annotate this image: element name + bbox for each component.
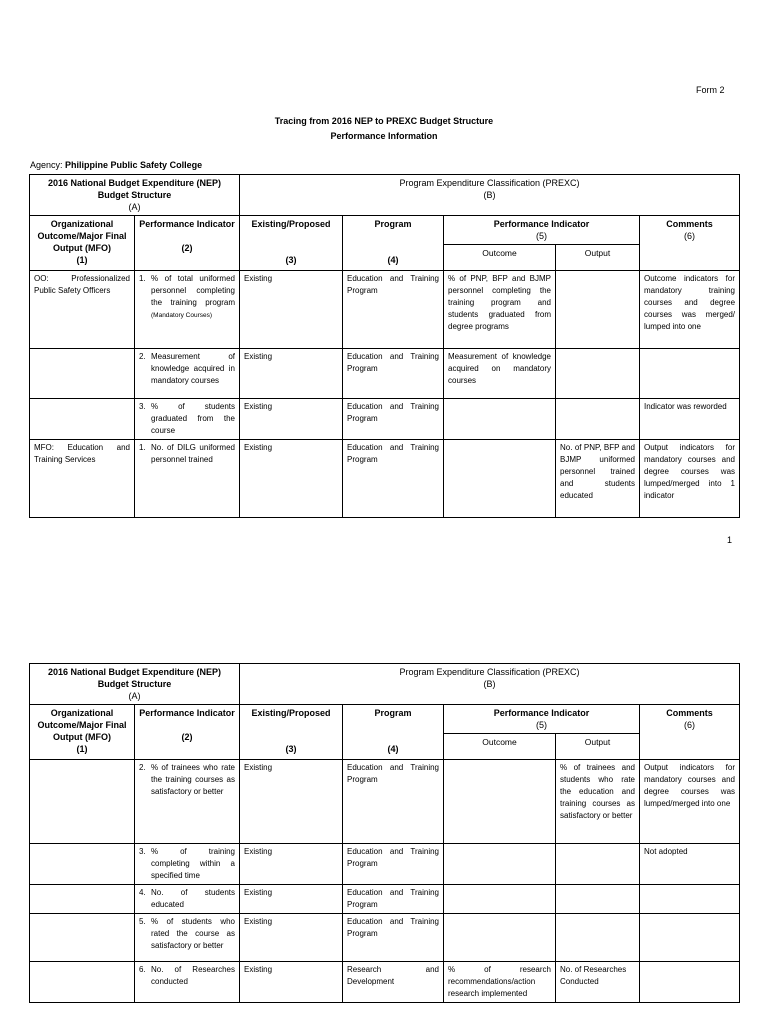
comments-cell [640,349,740,399]
status-cell: Existing [240,440,343,518]
prexc-header: Program Expenditure Classification (PREXC) (B) [240,175,740,216]
outcome-cell: % of PNP, BFP and BJMP personnel completing the training program and students graduated from degree programs [444,271,556,349]
output-cell: No. of PNP, BFP and BJMP uniformed personnel trained and students educated [556,440,640,518]
comments-cell: Output indicators for mandatory courses and degree courses was lumped/merged into one [640,760,740,844]
col5-header: Performance Indicator (5) [444,705,640,734]
table-row [30,271,740,349]
outcome-cell [444,760,556,844]
comments-cell [640,885,740,914]
org-cell [30,349,135,399]
status-cell: Existing [240,349,343,399]
page-number: 1 [727,535,733,545]
form-label: Form 2 [696,85,725,95]
col1-header: Organizational Outcome/Major Final Output (MFO) (1) [30,705,135,760]
output-cell [556,271,640,349]
col2-header: Performance Indicator (2) [135,216,240,271]
document-subtitle: Performance Information [330,131,438,141]
status-cell: Existing [240,399,343,440]
table-row [30,760,740,844]
outcome-cell: Measurement of knowledge acquired on mandatory courses [444,349,556,399]
comments-cell: Not adopted [640,844,740,885]
outcome-cell [444,440,556,518]
status-cell: Existing [240,760,343,844]
table-row [30,349,740,399]
output-header: Output [556,734,640,760]
output-header: Output [556,245,640,271]
indicator-cell: 2. Measurement of knowledge acquired in mandatory courses [135,349,240,399]
nep-header: 2016 National Budget Expenditure (NEP) Budget Structure (A) [30,175,240,216]
org-cell [30,844,135,885]
output-cell [556,399,640,440]
program-cell: Education and Training Program [343,760,444,844]
table-row [30,440,740,518]
table-row [30,844,740,885]
outcome-cell [444,885,556,914]
tracing-table-page2 [29,663,740,1003]
program-cell: Research and Development [343,962,444,1003]
agency-value: Philippine Public Safety College [65,160,203,170]
col3-header: Existing/Proposed (3) [240,705,343,760]
table-row [30,962,740,1003]
col6-header: Comments (6) [640,705,740,760]
status-cell: Existing [240,271,343,349]
col3-header: Existing/Proposed (3) [240,216,343,271]
agency-label: Agency: [30,160,63,170]
outcome-header: Outcome [444,734,556,760]
outcome-header: Outcome [444,245,556,271]
status-cell: Existing [240,844,343,885]
table-row [30,399,740,440]
indicator-cell: 3. % of students graduated from the course [135,399,240,440]
comments-cell: Output indicators for mandatory courses and degree courses was lumped/merged into 1 indicator [640,440,740,518]
tracing-table-page1 [29,174,740,518]
program-cell: Education and Training Program [343,440,444,518]
org-cell [30,962,135,1003]
org-cell [30,914,135,962]
outcome-cell [444,914,556,962]
comments-cell: Outcome indicators for mandatory training courses and degree courses was merged/ lumped into one [640,271,740,349]
col6-header: Comments (6) [640,216,740,271]
outcome-cell [444,844,556,885]
col2-header: Performance Indicator (2) [135,705,240,760]
indicator-cell: 3. % of training completing within a specified time [135,844,240,885]
output-cell: % of trainees and students who rate the education and training courses as satisfactory or better [556,760,640,844]
status-cell: Existing [240,885,343,914]
prexc-header: Program Expenditure Classification (PREXC) (B) [240,664,740,705]
col1-header: Organizational Outcome/Major Final Output (MFO) (1) [30,216,135,271]
comments-cell [640,962,740,1003]
outcome-cell: % of research recommendations/action research implemented [444,962,556,1003]
org-cell [30,399,135,440]
table-row [30,885,740,914]
output-cell [556,914,640,962]
output-cell [556,349,640,399]
org-cell [30,885,135,914]
program-cell: Education and Training Program [343,349,444,399]
agency-line [30,160,202,170]
output-cell: No. of Researches Conducted [556,962,640,1003]
org-cell [30,760,135,844]
document-title: Tracing from 2016 NEP to PREXC Budget Structure [274,116,494,126]
comments-cell [640,914,740,962]
org-cell: OO: Professionalized Public Safety Officers [30,271,135,349]
program-cell: Education and Training Program [343,885,444,914]
program-cell: Education and Training Program [343,914,444,962]
col5-header: Performance Indicator (5) [444,216,640,245]
output-cell [556,844,640,885]
program-cell: Education and Training Program [343,844,444,885]
program-cell: Education and Training Program [343,271,444,349]
indicator-cell: 6. No. of Researches conducted [135,962,240,1003]
col4-header: Program (4) [343,705,444,760]
status-cell: Existing [240,962,343,1003]
org-cell: MFO: Education and Training Services [30,440,135,518]
indicator-cell: 2. % of trainees who rate the training courses as satisfactory or better [135,760,240,844]
indicator-cell: 1. % of total uniformed personnel completing the training program (Mandatory Courses) [135,271,240,349]
col4-header: Program (4) [343,216,444,271]
indicator-cell: 5. % of students who rated the course as satisfactory or better [135,914,240,962]
status-cell: Existing [240,914,343,962]
indicator-cell: 4. No. of students educated [135,885,240,914]
nep-header: 2016 National Budget Expenditure (NEP) Budget Structure (A) [30,664,240,705]
indicator-cell: 1. No. of DILG uniformed personnel trained [135,440,240,518]
outcome-cell [444,399,556,440]
table-row [30,914,740,962]
output-cell [556,885,640,914]
comments-cell: Indicator was reworded [640,399,740,440]
program-cell: Education and Training Program [343,399,444,440]
